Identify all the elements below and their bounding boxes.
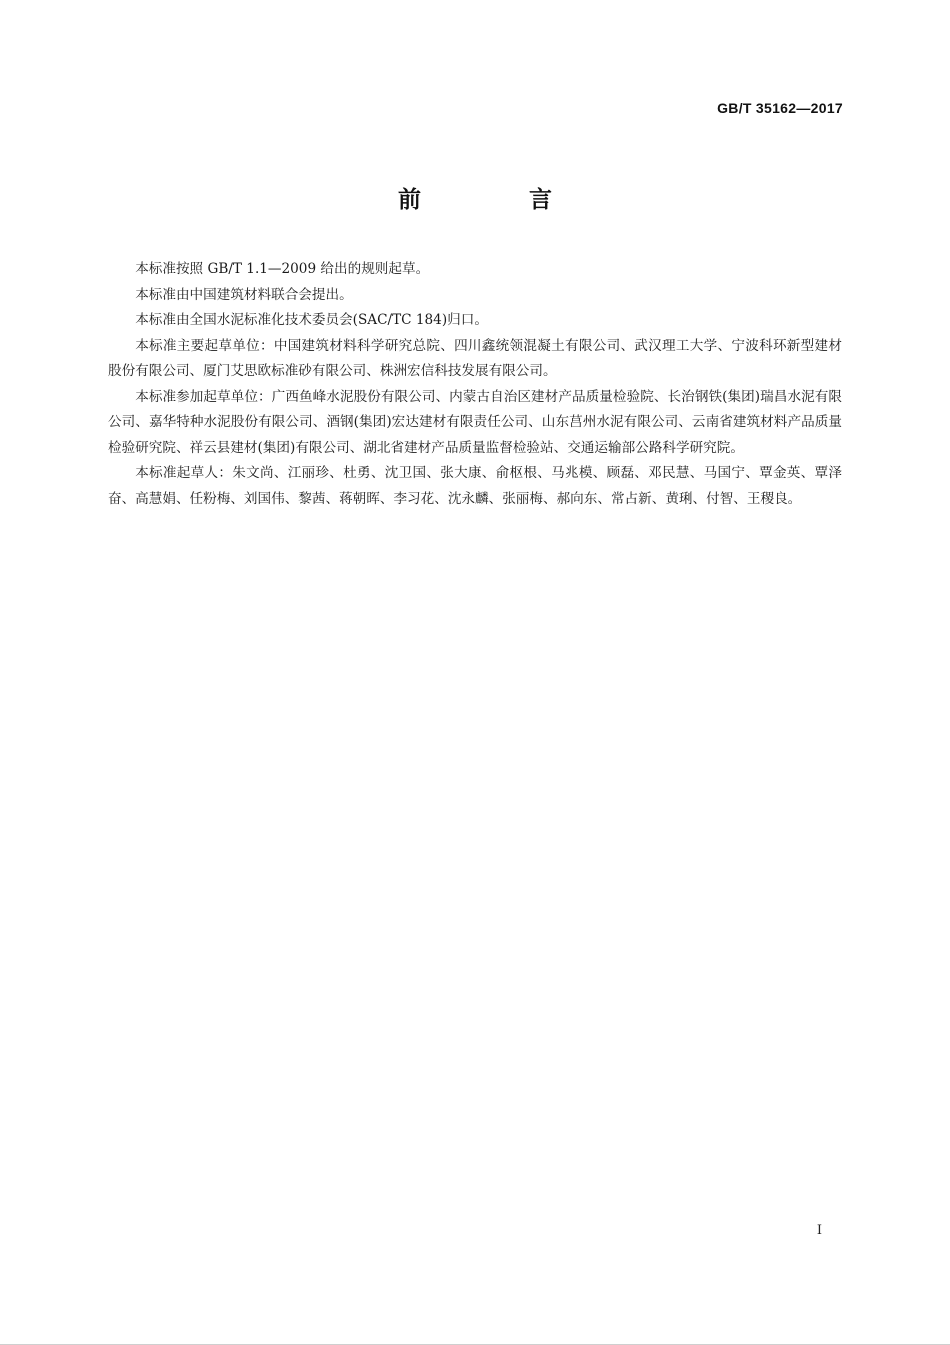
foreword-body bbox=[108, 257, 842, 512]
paragraph-proposer: 本标准由中国建筑材料联合会提出。 bbox=[135, 286, 353, 303]
standard-code: GB/T 35162—2017 bbox=[717, 100, 843, 116]
paragraph-participating-drafters: 本标准参加起草单位：广西鱼峰水泥股份有限公司、内蒙古自治区建材产品质量检验院、长治钢铁(集团)瑞昌水泥有限公司、嘉华特种水泥股份有限公司、酒钢(集团)宏达建材有限责任公司、山东莒州水泥有限公司、云南省建筑材料产品质量检验研究院、祥云县建材(集团)有限公司、湖北省建材产品质量监督检验站、交通运输部公路科学研究院。 bbox=[108, 388, 842, 456]
paragraph-main-drafters: 本标准主要起草单位：中国建筑材料科学研究总院、四川鑫统领混凝土有限公司、武汉理工大学、宁波科环新型建材股份有限公司、厦门艾思欧标准砂有限公司、株洲宏信科技发展有限公司。 bbox=[108, 337, 842, 379]
paragraph-drafting-rules: 本标准按照 GB/T 1.1—2009 给出的规则起草。 bbox=[135, 261, 430, 277]
paragraph-drafting-persons: 本标准起草人：朱文尚、江丽珍、杜勇、沈卫国、张大康、俞枢根、马兆模、顾磊、邓民慧、马国宁、覃金英、覃泽奋、高慧娟、任粉梅、刘国伟、黎茜、蒋朝晖、李习花、沈永麟、张丽梅、郝向东、常占新、黄琍、付智、王稷良。 bbox=[108, 465, 842, 507]
page-title: 前 言 bbox=[397, 187, 602, 213]
paragraph-committee: 本标准由全国水泥标准化技术委员会(SAC/TC 184)归口。 bbox=[135, 312, 488, 328]
page-number: I bbox=[816, 1223, 822, 1238]
